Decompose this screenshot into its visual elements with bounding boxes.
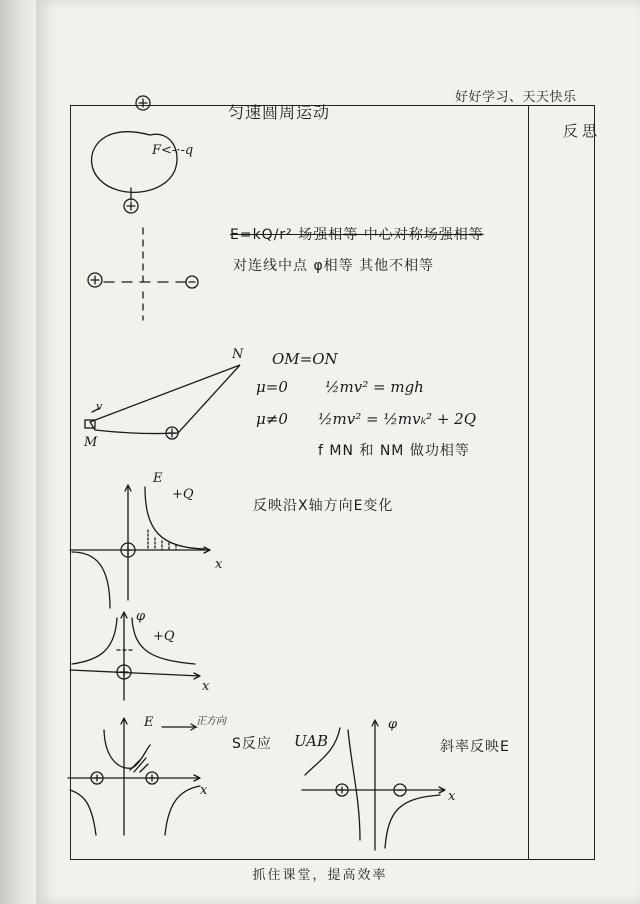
phi-pair-graph [302,717,456,850]
header-tagline: 好好学习、天天快乐 [455,90,577,105]
phi-pair-curve-left-up [305,728,340,775]
incline-sketch [83,347,244,450]
struck-note: E=kQ/r² 场强相等 中心对称场强相等 [230,227,484,243]
pair-curve-right [165,786,200,835]
pair-x-label: x [200,783,208,798]
graph-phi-x-label: x [202,679,210,694]
uab-label: UAB [294,732,329,750]
notes-title: 匀速圆周运动 [228,103,331,122]
point-m-label: M [84,435,98,450]
graph-e-axis-label: E [153,471,163,486]
phi-axis [121,612,127,700]
incline-triangle [90,365,240,434]
reflection-label: 反思 [563,122,602,140]
graph-e-charge-label: +Q [172,487,194,502]
graph-e-note: 反映沿X轴方向E变化 [253,498,394,514]
eq-energy-nonzero: ½mv² = ½mvₖ² + 2Q [318,410,477,428]
graph-phi-axis-label: φ [136,609,146,624]
pair-e-axis-label: E [144,715,154,730]
phi-axis [372,720,378,850]
case-mu-zero: μ=0 [256,378,288,396]
pair-e-graph [68,715,228,835]
x-axis [70,670,200,679]
pair-curve-mid [104,730,150,768]
e-curve-left [72,552,110,608]
pair-curve-left [70,790,96,835]
eq-work-equal: f MN 和 NM 做功相等 [318,443,470,459]
phi-x-graph [70,609,210,700]
orbit-path [92,132,177,193]
eq-energy-zero: ½mv² = mgh [325,378,424,396]
x-axis [68,775,200,781]
phi-pair-x-label: x [448,789,456,804]
e-x-graph [70,471,223,608]
pair-direction-label: 正方向 [196,716,226,727]
slope-note: 斜率反映E [440,739,510,755]
dipole-axes-sketch [88,228,198,320]
point-n-label: N [232,347,244,362]
velocity-label: v [96,400,103,413]
orbit-force-label: F<-·-q [152,143,194,158]
x-axis [302,787,445,793]
graph-e-x-label: x [215,557,223,572]
potential-note: 对连线中点 φ相等 其他不相等 [233,258,435,274]
e-axis [121,718,127,835]
footer-slogan: 抓住课堂，提高效率 [252,868,388,883]
circular-motion-sketch [92,96,194,213]
eq-om-on: OM=ON [272,350,338,368]
phi-pair-axis-label: φ [388,717,398,732]
phi-curve-left [72,618,117,664]
phi-pair-curve-right [385,795,440,848]
area-note: S反应 [232,736,272,752]
phi-pair-curve-mid [348,730,360,840]
graph-phi-charge-label: +Q [153,629,175,644]
case-mu-nonzero: μ≠0 [256,410,288,428]
